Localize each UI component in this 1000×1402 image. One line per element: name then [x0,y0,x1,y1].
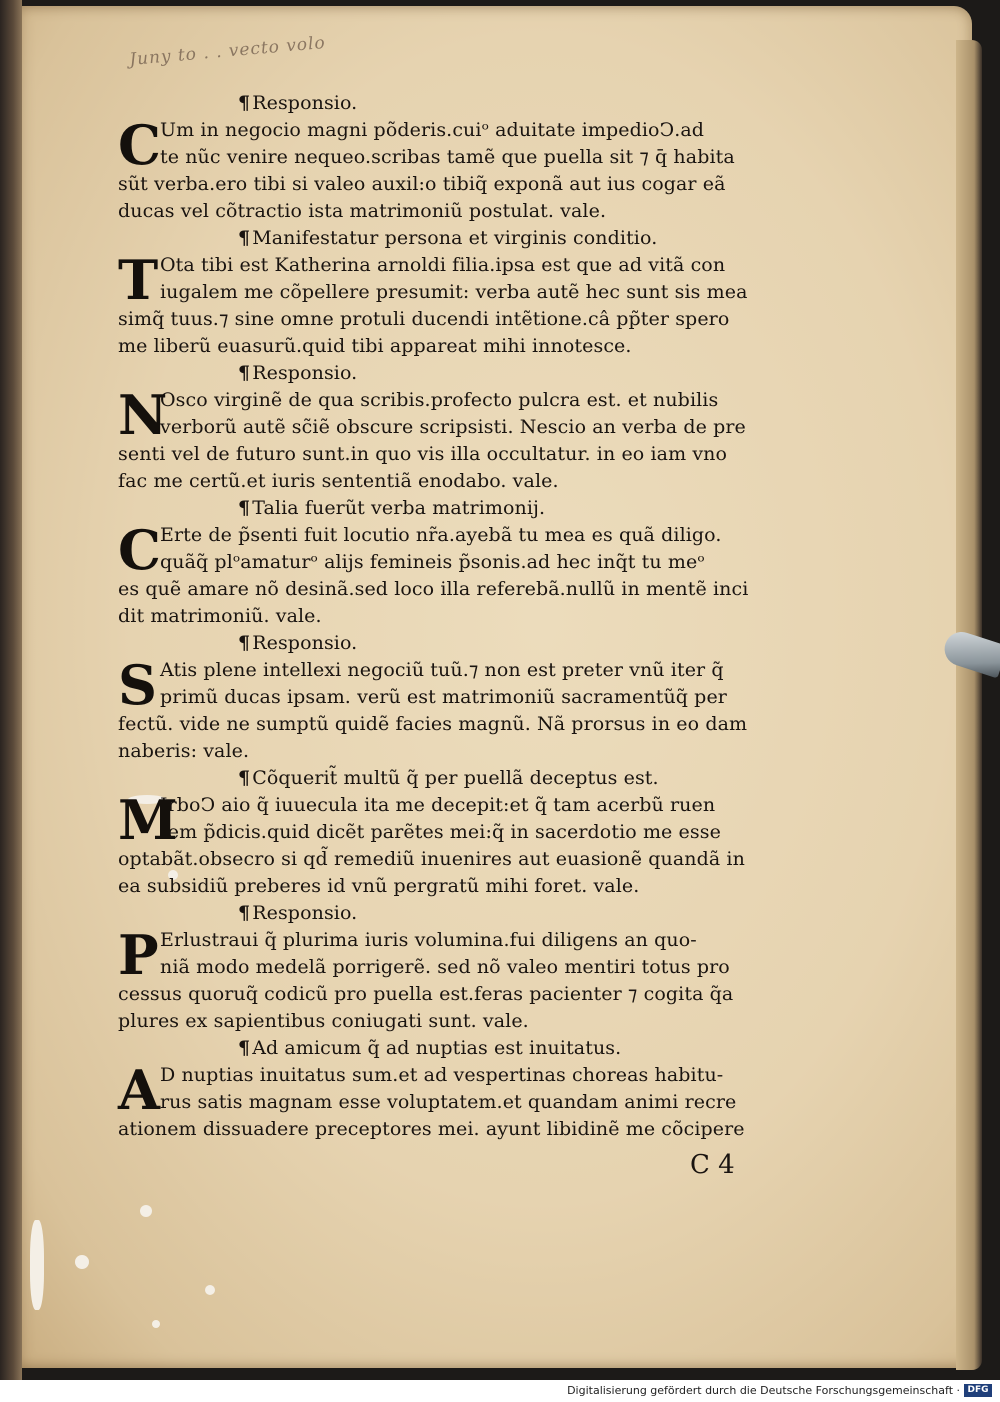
page-text [118,90,818,1143]
text-line: es quẽ amare nõ desinã.sed loco illa referebã.nullũ in mentẽ inci [118,578,749,600]
section-heading [118,360,818,387]
paragraph [118,923,818,1035]
initial-letter: C [118,113,162,177]
paragraph [118,248,818,360]
credit-bar [0,1380,1000,1402]
book-spine [0,0,22,1380]
text-section [118,630,818,765]
paragraph [118,518,818,630]
pilcrow-icon: ¶ [238,767,251,789]
text-section [118,225,818,360]
text-line: cessus quoruq̃ codicũ pro puella est.feras pacienter ⁊ cogita q̃a [118,983,734,1005]
text-line: Ota tibi est Katherina arnoldi filia.ipsa est que ad vitã con [160,254,726,276]
initial-letter: P [118,923,159,987]
text-line: Erte de p̃senti fuit locutio nr̃a.ayebã tu mea es quã diligo. [160,524,722,546]
pilcrow-icon: ¶ [238,227,251,249]
paragraph [118,653,818,765]
text-line: D nuptias inuitatus sum.et ad vespertinas choreas habitu‐ [160,1064,724,1086]
text-line: me liberũ euasurũ.quid tibi appareat mihi innotesce. [118,335,632,357]
text-line: iugalem me cõpellere presumit: verba autẽ hec sunt sis mea [160,281,748,303]
text-line: tem p̃dicis.quid dicẽt parẽtes mei:q̃ in sacerdotio me esse [160,821,721,843]
text-line: rus satis magnam esse voluptatem.et quandam animi recre [160,1091,737,1113]
heading-text: Responsio. [252,902,358,924]
initial-letter: T [118,248,159,312]
text-line: fac me certũ.et iuris sententiã enodabo. vale. [118,470,559,492]
paragraph [118,788,818,900]
wormhole [75,1255,89,1269]
pilcrow-icon: ¶ [238,497,251,519]
heading-text: Ad amicum q̃ ad nuptias est inuitatus. [252,1037,622,1059]
text-line: Um in negocio magni põderis.cuiᵒ aduitate impedioↃ.ad [160,119,705,141]
heading-text: Cõquerit̃ multũ q̃ per puellã deceptus est. [252,767,659,789]
pilcrow-icon: ¶ [238,632,251,654]
pilcrow-icon: ¶ [238,1037,251,1059]
text-line: niã modo medelã porrigerẽ. sed nõ valeo mentiri totus pro [160,956,730,978]
heading-text: Responsio. [252,632,358,654]
dfg-logo-icon: DFG [964,1384,992,1397]
pilcrow-icon: ¶ [238,92,251,114]
text-section [118,90,818,225]
wormhole [152,1320,160,1328]
text-line: ationem dissuadere preceptores mei. ayunt libidinẽ me cõcipere [118,1118,745,1140]
handwritten-note: Juny to . . vecto volo [128,32,327,70]
text-line: ducas vel cõtractio ista matrimoniũ postulat. vale. [118,200,607,222]
heading-text: Manifestatur persona et virginis conditio. [252,227,658,249]
text-line: Atis plene intellexi negociũ tuũ.⁊ non est preter vnũ iter q̃ [160,659,724,681]
wormhole [205,1285,215,1295]
wormhole [30,1220,44,1310]
initial-letter: M [118,788,178,852]
text-line: Erlustraui q̃ plurima iuris volumina.fui diligens an quo‐ [160,929,697,951]
paragraph [118,1058,818,1143]
text-section [118,900,818,1035]
paragraph [118,383,818,495]
text-line: optabãt.obsecro si qd̃ remediũ inuenires aut euasionẽ quandã in [118,848,745,870]
text-line: naberis: vale. [118,740,250,762]
heading-text: Responsio. [252,92,358,114]
section-heading [118,900,818,927]
text-line: dit matrimoniũ. vale. [118,605,322,627]
text-line: te nũc venire nequeo.scribas tamẽ que puella sit ⁊ q̄ habita [160,146,735,168]
section-heading [118,225,818,252]
text-line: sũt verba.ero tibi si valeo auxil:o tibiq̃ exponã aut ius cogar eã [118,173,726,195]
text-line: ea subsidiũ preberes id vnũ pergratũ mihi foret. vale. [118,875,640,897]
text-line: quãq̃ plᵒamaturᵒ alijs femineis p̃sonis.ad hec inq̃t tu meᵒ [160,551,705,573]
heading-text: Responsio. [252,362,358,384]
pilcrow-icon: ¶ [238,362,251,384]
pilcrow-icon: ¶ [238,902,251,924]
text-line: senti vel de futuro sunt.in quo vis illa occultatur. in eo iam vno [118,443,728,465]
text-section [118,765,818,900]
text-section [118,360,818,495]
text-line: fectũ. vide ne sumptũ quidẽ facies magnũ. Nã prorsus in eo dam [118,713,748,735]
text-line: Osco virginẽ de qua scribis.profecto pulcra est. et nubilis [160,389,719,411]
initial-letter: A [118,1058,160,1122]
section-heading [118,765,818,792]
text-line: IrboↃ aio q̃ iuuecula ita me decepit:et q̃ tam acerbũ ruen [160,794,716,816]
heading-text: Talia fuerũt verba matrimonij. [252,497,546,519]
text-line: verborũ autẽ sc̃iẽ obscure scripsisti. Nescio an verba de pre [160,416,746,438]
paragraph [118,113,818,225]
text-section [118,1035,818,1143]
section-heading [118,495,818,522]
section-heading [118,1035,818,1062]
text-line: plures ex sapientibus coniugati sunt. vale. [118,1010,529,1032]
text-section [118,495,818,630]
initial-letter: C [118,518,162,582]
signature-mark: C 4 [690,1150,735,1180]
initial-letter: N [118,383,168,447]
wormhole [140,1205,152,1217]
text-line: primũ ducas ipsam. verũ est matrimoniũ sacramentũq̃ per [160,686,727,708]
section-heading [118,90,818,117]
credit-text: Digitalisierung gefördert durch die Deutsche Forschungsgemeinschaft · [567,1384,960,1397]
section-heading [118,630,818,657]
text-line: simq̃ tuus.⁊ sine omne protuli ducendi intẽtione.câ pp̃ter spero [118,308,730,330]
initial-letter: S [118,653,158,717]
page-edge [956,40,982,1370]
